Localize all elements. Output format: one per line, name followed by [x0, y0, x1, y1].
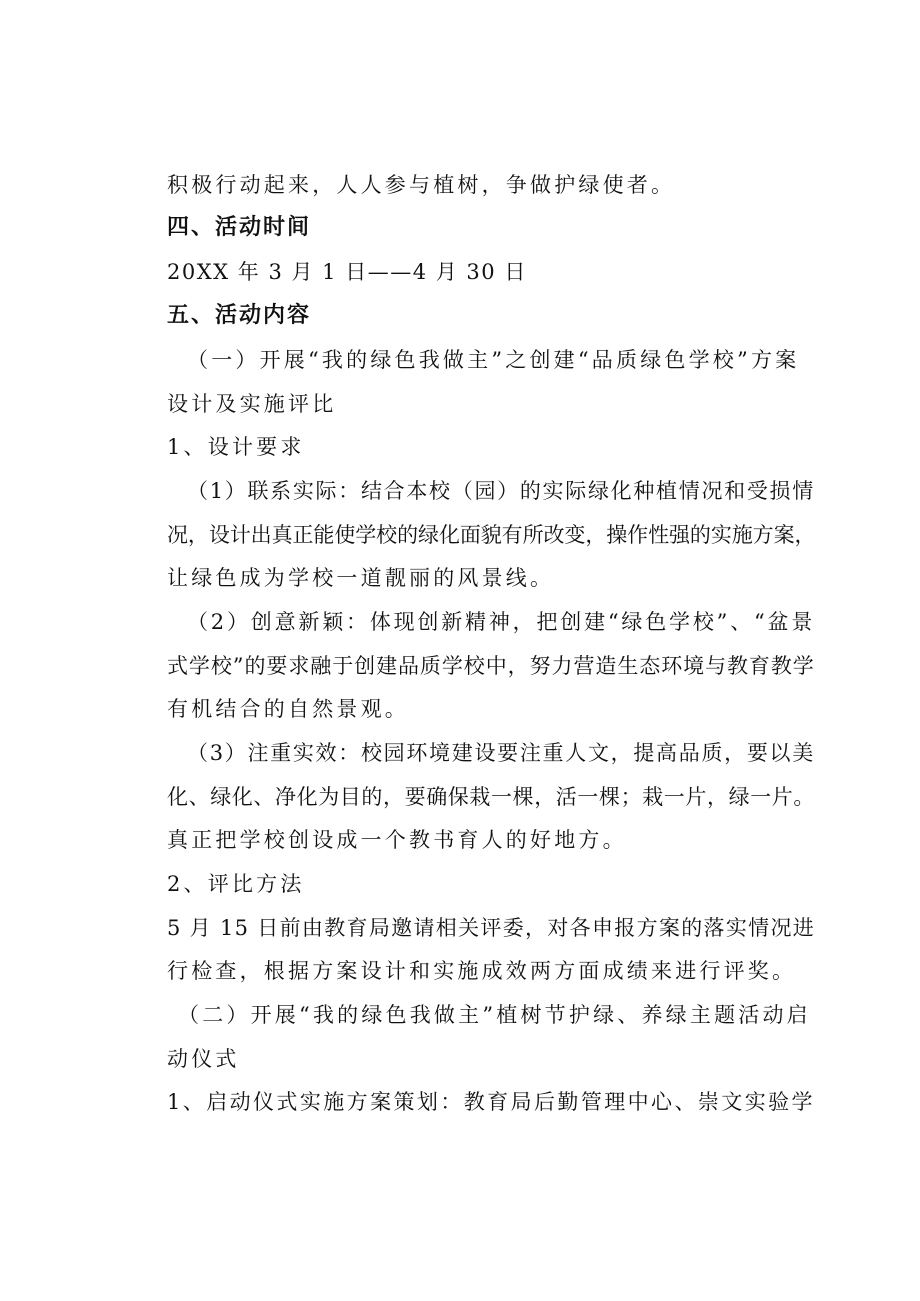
text-line: 动仪式	[167, 1047, 240, 1071]
text-line: 5 月 15 日前由教育局邀请相关评委，对各申报方案的落实情况进	[167, 916, 816, 940]
item-heading: 1、设计要求	[167, 435, 305, 459]
text-line: 况，设计出真正能使学校的绿化面貌有所改变，操作性强的实施方案，	[167, 523, 816, 547]
text-line: 让绿色成为学校一道靓丽的风景线。	[167, 566, 555, 590]
subsection-heading: （一）开展“我的绿色我做主”之创建“品质绿色学校”方案	[187, 348, 800, 372]
text-line: 积极行动起来，人人参与植树，争做护绿使者。	[167, 173, 676, 197]
text-line: 有机结合的自然景观。	[167, 697, 409, 721]
text-line: 化、绿化、净化为目的，要确保栽一棵，活一棵；栽一片，绿一片。	[167, 785, 815, 809]
section-heading-content: 五、活动内容	[167, 303, 312, 328]
text-line: （1）联系实际：结合本校（园）的实际绿化种植情况和受损情	[187, 479, 815, 503]
subsection-heading: （二）开展“我的绿色我做主”植树节护绿、养绿主题活动启	[178, 1003, 811, 1027]
text-line: 设计及实施评比	[167, 392, 337, 416]
text-line: 20XX 年 3 月 1 日——4 月 30 日	[167, 260, 527, 284]
text-line: 式学校”的要求融于创建品质学校中，努力营造生态环境与教育教学	[167, 654, 815, 678]
text-line: 1、启动仪式实施方案策划：教育局后勤管理中心、崇文实验学	[167, 1090, 815, 1114]
section-heading-time: 四、活动时间	[167, 215, 312, 240]
item-heading: 2、评比方法	[167, 872, 305, 896]
text-line: 行检查，根据方案设计和实施成效两方面成绩来进行评奖。	[167, 959, 797, 983]
text-line: （2）创意新颖：体现创新精神，把创建“绿色学校”、“盆景	[187, 610, 816, 634]
text-line: 真正把学校创设成一个教书育人的好地方。	[167, 828, 627, 852]
text-line: （3）注重实效：校园环境建设要注重人文，提高品质，要以美	[187, 741, 815, 765]
